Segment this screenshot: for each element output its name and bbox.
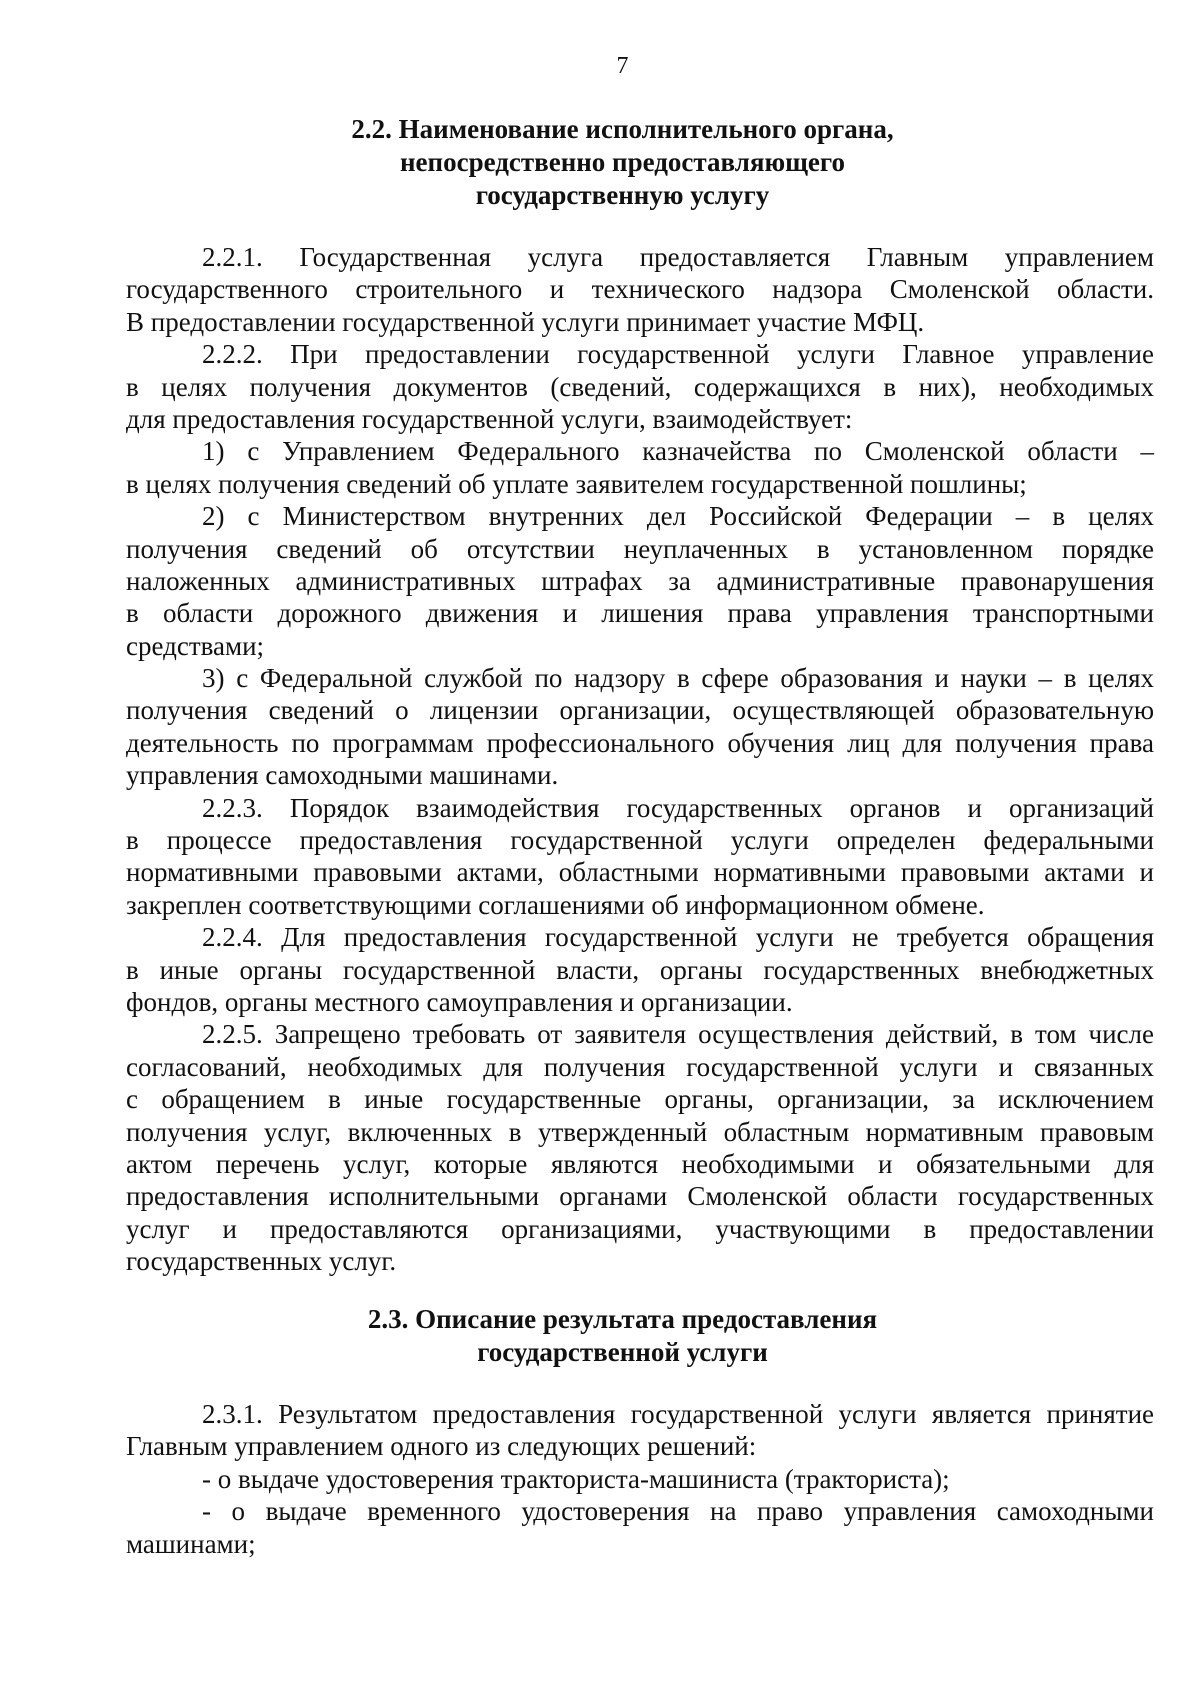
- list-item-1-line: 1) с Управлением Федерального казначейства по Смоленской области –: [202, 436, 1154, 467]
- heading-line: непосредственно предоставляющего: [400, 147, 845, 177]
- paragraph-2-2-4-line: фондов, органы местного самоуправления и организации.: [126, 986, 793, 1017]
- paragraph-2-2-2-line: 2.2.2. При предоставлении государственной услуги Главное управление: [202, 339, 1154, 370]
- section-2-2-body: [126, 241, 1154, 1278]
- result-item-line: - о выдаче удостоверения тракториста-машиниста (тракториста);: [202, 1463, 950, 1494]
- paragraph-2-2-5-line: актом перечень услуг, которые являются необходимыми и обязательными для: [126, 1148, 1154, 1179]
- list-item-3-line: получения сведений о лицензии организации, осуществляющей образовательную: [126, 695, 1154, 726]
- paragraph-2-2-4-line: 2.2.4. Для предоставления государственной услуги не требуется обращения: [202, 922, 1154, 953]
- page-number: 7: [616, 53, 629, 79]
- paragraph-2-2-5-line: с обращением в иные государственные органы, организации, за исключением: [126, 1084, 1154, 1115]
- heading-line: 2.3. Описание результата предоставления: [367, 1304, 878, 1334]
- list-item-2-line: наложенных административных штрафах за административные правонарушения: [126, 565, 1154, 596]
- paragraph-2-2-5-line: услуг и предоставляются организациями, участвующими в предоставлении: [126, 1213, 1154, 1244]
- paragraph-2-2-1-line: государственного строительного и технического надзора Смоленской области.: [126, 274, 1154, 305]
- paragraph-2-2-3-line: нормативными правовыми актами, областными нормативными правовыми актами и: [126, 857, 1154, 888]
- section-2-2-heading: [0, 113, 1200, 212]
- section-2-3-body: [126, 1398, 1154, 1560]
- list-item-1-line: в целях получения сведений об уплате заявителем государственной пошлины;: [126, 468, 1027, 499]
- paragraph-2-3-1-line: Главным управлением одного из следующих решений:: [126, 1431, 757, 1462]
- list-item-3-line: 3) с Федеральной службой по надзору в сфере образования и науки – в целях: [202, 663, 1154, 694]
- paragraph-2-2-1-line: В предоставлении государственной услуги принимает участие МФЦ.: [126, 306, 925, 337]
- paragraph-2-2-5-line: предоставления исполнительными органами Смоленской области государственных: [126, 1181, 1154, 1212]
- paragraph-2-2-1-line: 2.2.1. Государственная услуга предоставляется Главным управлением: [202, 242, 1154, 272]
- paragraph-2-2-5-line: государственных услуг.: [126, 1246, 397, 1277]
- list-item-3-line: управления самоходными машинами.: [126, 760, 559, 791]
- paragraph-2-2-5-line: 2.2.5. Запрещено требовать от заявителя осуществления действий, в том числе: [202, 1019, 1154, 1050]
- paragraph-2-3-1-line: 2.3.1. Результатом предоставления государственной услуги является принятие: [202, 1399, 1154, 1429]
- paragraph-2-2-4-line: в иные органы государственной власти, органы государственных внебюджетных: [126, 954, 1154, 985]
- list-item-2-line: в области дорожного движения и лишения права управления транспортными: [126, 598, 1154, 629]
- result-item-line: - о выдаче временного удостоверения на право управления самоходными: [202, 1496, 1154, 1527]
- list-item-2-line: 2) с Министерством внутренних дел Российской Федерации – в целях: [202, 501, 1154, 532]
- heading-line: государственную услугу: [475, 180, 770, 210]
- paragraph-2-2-3-line: закреплен соответствующими соглашениями об информационном обмене.: [126, 889, 985, 920]
- section-2-3-heading: [0, 1303, 1200, 1369]
- list-item-2-line: средствами;: [126, 630, 265, 661]
- heading-line: 2.2. Наименование исполнительного органа,: [351, 114, 894, 144]
- heading-line: государственной услуги: [477, 1337, 768, 1367]
- paragraph-2-2-3-line: в процессе предоставления государственной услуги определен федеральными: [126, 825, 1154, 856]
- paragraph-2-2-5-line: согласований, необходимых для получения государственной услуги и связанных: [126, 1051, 1154, 1082]
- paragraph-2-2-3-line: 2.2.3. Порядок взаимодействия государственных органов и организаций: [202, 792, 1154, 823]
- paragraph-2-2-2-line: в целях получения документов (сведений, содержащихся в них), необходимых: [126, 371, 1154, 402]
- paragraph-2-2-5-line: получения услуг, включенных в утвержденный областным нормативным правовым: [126, 1116, 1154, 1147]
- list-item-3-line: деятельность по программам профессионального обучения лиц для получения права: [126, 727, 1154, 758]
- paragraph-2-2-2-line: для предоставления государственной услуги, взаимодействует:: [126, 403, 853, 434]
- result-item-line: машинами;: [126, 1528, 256, 1559]
- list-item-2-line: получения сведений об отсутствии неуплаченных в установленном порядке: [126, 533, 1154, 564]
